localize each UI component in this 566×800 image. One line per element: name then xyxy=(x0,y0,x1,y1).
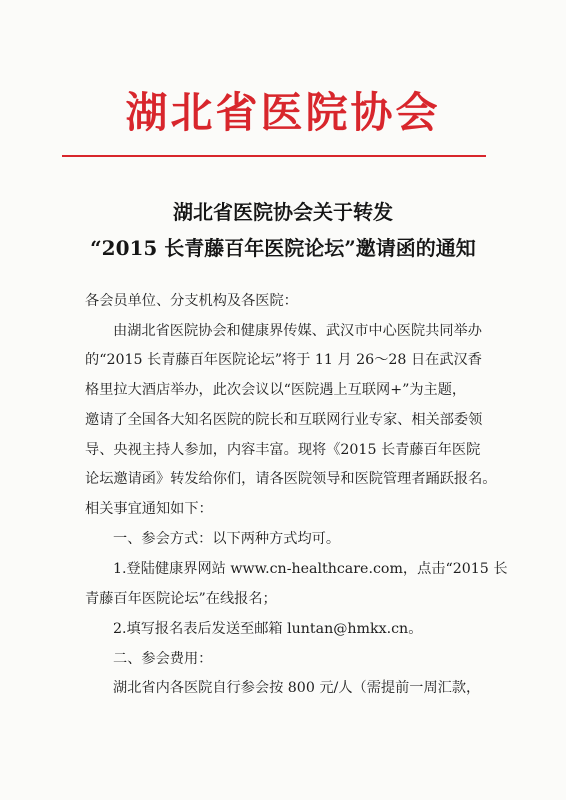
section-heading-attendance: 一、参会方式：以下两种方式均可。 xyxy=(113,531,341,547)
document-title-line-2: “2015 长青藤百年医院论坛”邀请函的通知 xyxy=(90,236,476,260)
paragraph-line: 论坛邀请函》转发给你们，请各医院领导和医院管理者踊跃报名。 xyxy=(85,471,497,487)
letterhead-org-name: 湖北省医院协会 xyxy=(125,88,441,137)
paragraph-line: 湖北省内各医院自行参会按 800 元/人（需提前一周汇款， xyxy=(113,680,481,696)
paragraph-line: 的“2015 长青藤百年医院论坛”将于 11 月 26～28 日在武汉香 xyxy=(85,352,482,368)
paragraph-line: 相关事宜通知如下： xyxy=(85,501,213,517)
letterhead-divider xyxy=(62,155,486,157)
paragraph-line: 邀请了全国各大知名医院的院长和互联网行业专家、相关部委领 xyxy=(85,412,483,428)
paragraph-line: 导、央视主持人参加，内容丰富。现将《2015 长青藤百年医院 xyxy=(85,442,481,458)
list-item: 2.填写报名表后发送至邮箱 luntan@hmkx.cn。 xyxy=(113,621,423,637)
salutation: 各会员单位、分支机构及各医院： xyxy=(85,293,298,309)
paragraph-line: 格里拉大酒店举办，此次会议以“医院遇上互联网+”为主题， xyxy=(85,382,467,398)
paragraph-line: 由湖北省医院协会和健康界传媒、武汉市中心医院共同举办 xyxy=(113,323,482,339)
list-item-continuation: 青藤百年医院论坛”在线报名； xyxy=(85,591,277,607)
document-title-line-1: 湖北省医院协会关于转发 xyxy=(173,200,393,224)
section-heading-fees: 二、参会费用： xyxy=(113,651,213,667)
list-item: 1.登陆健康界网站 www.cn-healthcare.com，点击“2015 长 xyxy=(113,561,508,577)
